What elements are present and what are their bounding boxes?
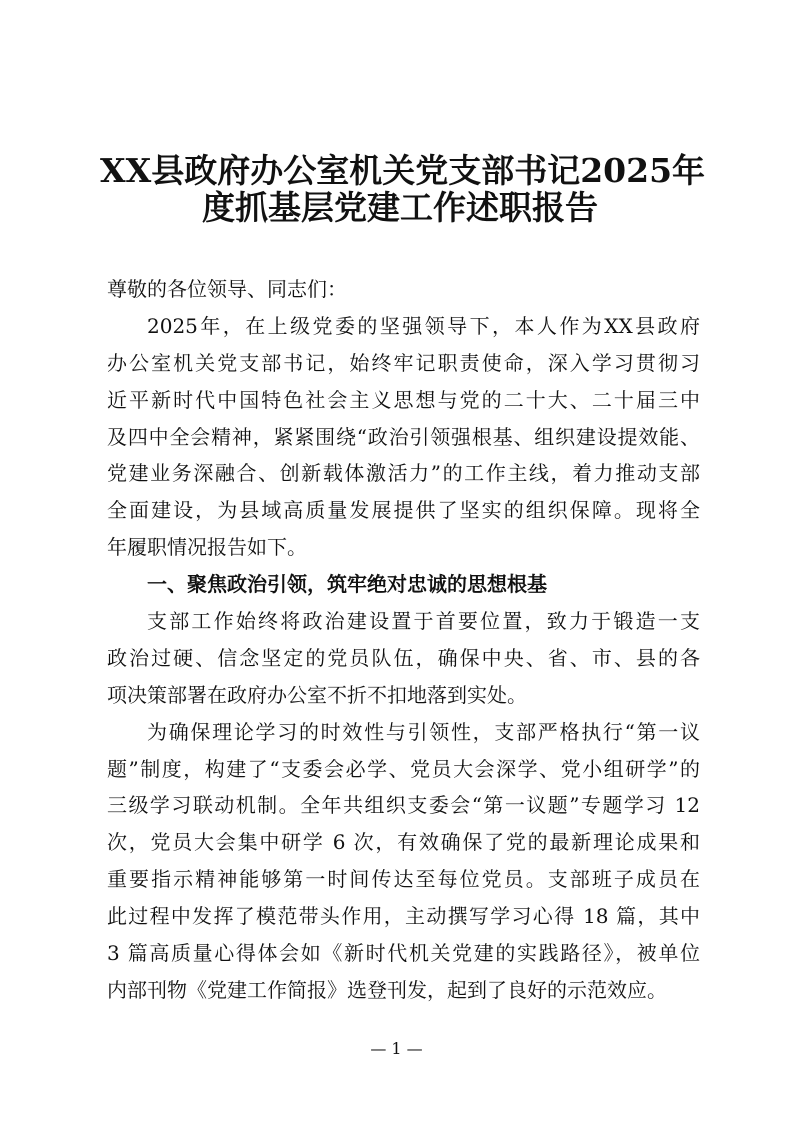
paragraph-line: 年履职情况报告如下。 [107,535,307,560]
title-line: XX县政府办公室机关党支部书记2025年 [100,151,706,190]
page-number: — 1 — [370,1039,423,1058]
title-line: 度抓基层党建工作述职报告 [202,188,598,227]
paragraph-line: 此过程中发挥了模范带头作用，主动撰写学习心得 18 篇，其中 [107,904,700,929]
paragraph-line: 题”制度，构建了“支委会必学、党员大会深学、党小组研学”的 [107,756,700,781]
paragraph-line: 2025年，在上级党委的坚强领导下，本人作为XX县政府 [147,313,700,338]
paragraph-line: 近平新时代中国特色社会主义思想与党的二十大、二十届三中 [107,387,700,412]
paragraph-line: 办公室机关党支部书记，始终牢记职责使命，深入学习贯彻习 [107,350,700,375]
paragraph-line: 政治过硬、信念坚定的党员队伍，确保中央、省、市、县的各 [107,645,700,670]
paragraph-line: 3 篇高质量心得体会如《新时代机关党建的实践路径》，被单位 [107,941,700,966]
paragraph-line: 项决策部署在政府办公室不折不扣地落到实处。 [107,682,527,707]
paragraph-line: 重要指示精神能够第一时间传达至每位党员。支部班子成员在 [107,867,700,892]
paragraph-line: 及四中全会精神，紧紧围绕“政治引领强根基、组织建设提效能、 [107,424,700,449]
paragraph-line: 三级学习联动机制。全年共组织支委会“第一议题”专题学习 12 [107,793,700,818]
document-body [107,271,700,1009]
paragraph-line: 党建业务深融合、创新载体激活力”的工作主线，着力推动支部 [107,461,700,486]
section-heading: 一、聚焦政治引领，筑牢绝对忠诚的思想根基 [147,572,547,597]
greeting: 尊敬的各位领导、同志们： [107,277,347,301]
paragraph-line: 为确保理论学习的时效性与引领性，支部严格执行“第一议 [147,719,700,744]
paragraph-line: 支部工作始终将政治建设置于首要位置，致力于锻造一支 [147,609,700,634]
document-title [100,151,706,227]
paragraph-line: 内部刊物《党建工作简报》选登刊发，起到了良好的示范效应。 [107,977,667,1002]
paragraph-line: 全面建设，为县域高质量发展提供了坚实的组织保障。现将全 [107,498,700,523]
paragraph-line: 次，党员大会集中研学 6 次，有效确保了党的最新理论成果和 [107,830,700,855]
